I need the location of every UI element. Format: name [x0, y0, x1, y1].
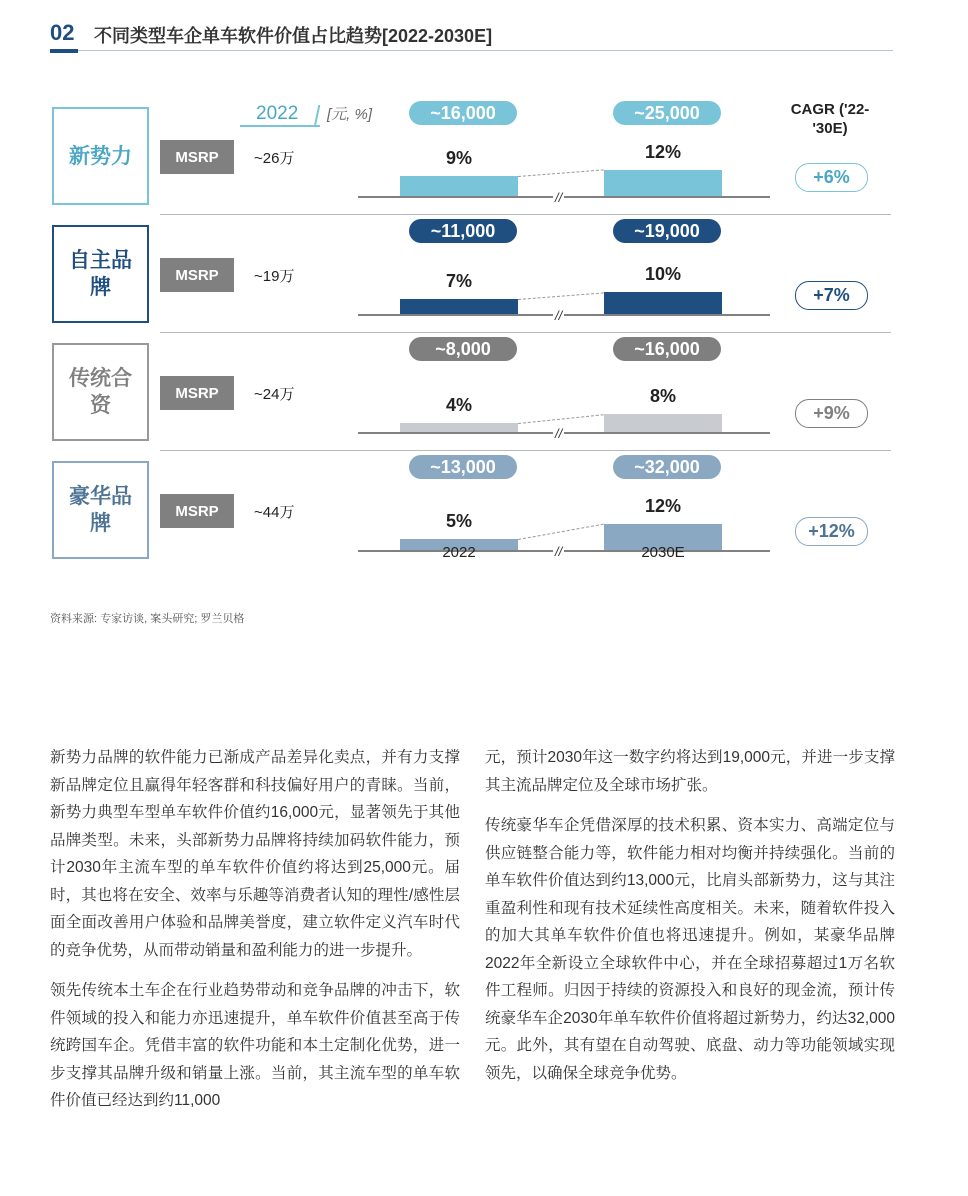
series-label: 新势力 — [52, 107, 149, 205]
cagr-badge: +7% — [795, 281, 868, 310]
series-label: 自主品牌 — [52, 225, 149, 323]
bar-value-label: 9% — [445, 148, 472, 169]
msrp-value: ~26万 — [254, 150, 295, 167]
msrp-tag: MSRP — [160, 376, 234, 410]
software-value-pill: ~16,000 — [613, 337, 721, 361]
bar-value-label: 4% — [445, 395, 472, 416]
bar — [400, 299, 518, 314]
msrp-tag: MSRP — [160, 258, 234, 292]
msrp-value: ~24万 — [254, 386, 295, 403]
trend-connector — [518, 524, 604, 540]
trend-connector — [518, 414, 604, 424]
axis-break-mark: // — [555, 190, 563, 205]
axis-break-mark: // — [555, 544, 563, 559]
paragraph: 新势力品牌的软件能力已渐成产品差异化卖点，并有力支撑新品牌定位且赢得年轻客群和科技偏好用户的青睐。当前，新势力典型车型单车软件价值约16,000元，显著领先于其他品牌类型。未来，头部新势力品牌将持续加码软件能力，预计2030年主流车型的单车软件价值约将达到25,000元。届时，其也将在安全、效率与乐趣等消费者认知的理性/感性层面全面改善用户体验和品牌美誉度，建立软件定义汽车时代的竞争优势，从而带动销量和盈利能力的进一步提升。 — [50, 749, 460, 959]
software-value-pill: ~25,000 — [613, 101, 721, 125]
trend-connector — [518, 292, 604, 300]
trend-connector — [518, 170, 604, 178]
bar — [400, 423, 518, 432]
bar — [604, 414, 722, 432]
bar — [400, 176, 518, 196]
source-note: 资料来源: 专家访谈, 案头研究; 罗兰贝格 — [50, 613, 245, 625]
software-value-pill: ~16,000 — [409, 101, 517, 125]
x-tick-label: 2022 — [442, 544, 476, 561]
row-divider — [160, 450, 891, 451]
bar-value-label: 12% — [644, 495, 682, 516]
axis-break-mark: // — [555, 426, 563, 441]
body-right-column — [485, 744, 895, 1100]
row-divider — [160, 214, 891, 215]
software-value-pill: ~8,000 — [409, 337, 517, 361]
header-divider — [50, 50, 893, 51]
software-value-pill: ~19,000 — [613, 219, 721, 243]
software-value-pill: ~11,000 — [409, 219, 517, 243]
axis-break-mark: // — [555, 308, 563, 323]
row-divider — [160, 332, 891, 333]
section-title: 不同类型车企单车软件价值占比趋势[2022-2030E] — [94, 26, 493, 46]
cagr-title: CAGR ('22-'30E) — [790, 101, 870, 137]
paragraph: 领先传统本土车企在行业趋势带动和竞争品牌的冲击下，软件领域的投入和能力亦迅速提升，单车软件价值甚至高于传统跨国车企。凭借丰富的软件功能和本土定制化优势，进一步支撑其品牌升级和销量上涨。当前，其主流车型的单车软件价值已经达到约11,000 — [50, 982, 460, 1109]
bar-value-label: 5% — [445, 511, 472, 531]
paragraph: 元，预计2030年这一数字约将达到19,000元，并进一步支撑其主流品牌定位及全球市场扩张。 — [485, 749, 895, 794]
series-row — [0, 338, 968, 461]
x-tick-label: 2030E — [641, 544, 685, 561]
software-value-pill: ~32,000 — [613, 455, 721, 479]
bar-value-label: 7% — [445, 270, 472, 291]
section-number: 02 — [50, 20, 75, 45]
bar — [604, 170, 722, 196]
paragraph: 传统豪华车企凭借深厚的技术积累、资本实力、高端定位与供应链整合能力等，软件能力相对均衡并持续强化。当前的单车软件价值达到约13,000元，比肩头部新势力，这与其注重盈利性和现有技术延续性高度相关。未来，随着软件投入的加大其单车软件价值也将迅速提升。例如，某豪华品牌2022年全新设立全球软件中心，并在全球招募超过1万名软件工程师。归因于持续的资源投入和良好的现金流，预计传统豪华车企2030年单车软件价值将超过新势力，约达32,000元。此外，其有望在自动驾驶、底盘、动力等功能领域实现领先，以确保全球竞争优势。 — [485, 817, 895, 1082]
series-label: 豪华品牌 — [52, 461, 149, 559]
cagr-badge: +9% — [795, 399, 868, 428]
msrp-tag: MSRP — [160, 140, 234, 174]
msrp-value: ~19万 — [254, 268, 295, 285]
cagr-badge: +12% — [795, 517, 868, 546]
msrp-value: ~44万 — [254, 504, 295, 521]
msrp-tag: MSRP — [160, 494, 234, 528]
bar-value-label: 10% — [644, 264, 682, 284]
series-row — [0, 102, 968, 225]
body-left-column — [50, 744, 460, 1128]
bar-value-label: 12% — [644, 141, 682, 162]
bar — [604, 292, 722, 314]
header-accent — [50, 49, 78, 53]
series-row — [0, 220, 968, 343]
software-value-pill: ~13,000 — [409, 455, 517, 479]
cagr-badge: +6% — [795, 163, 868, 192]
bar-value-label: 8% — [649, 386, 676, 407]
series-row — [0, 456, 968, 579]
legend-unit: [元, %] — [327, 106, 373, 123]
series-label: 传统合资 — [52, 343, 149, 441]
legend-year: 2022 — [256, 103, 299, 124]
